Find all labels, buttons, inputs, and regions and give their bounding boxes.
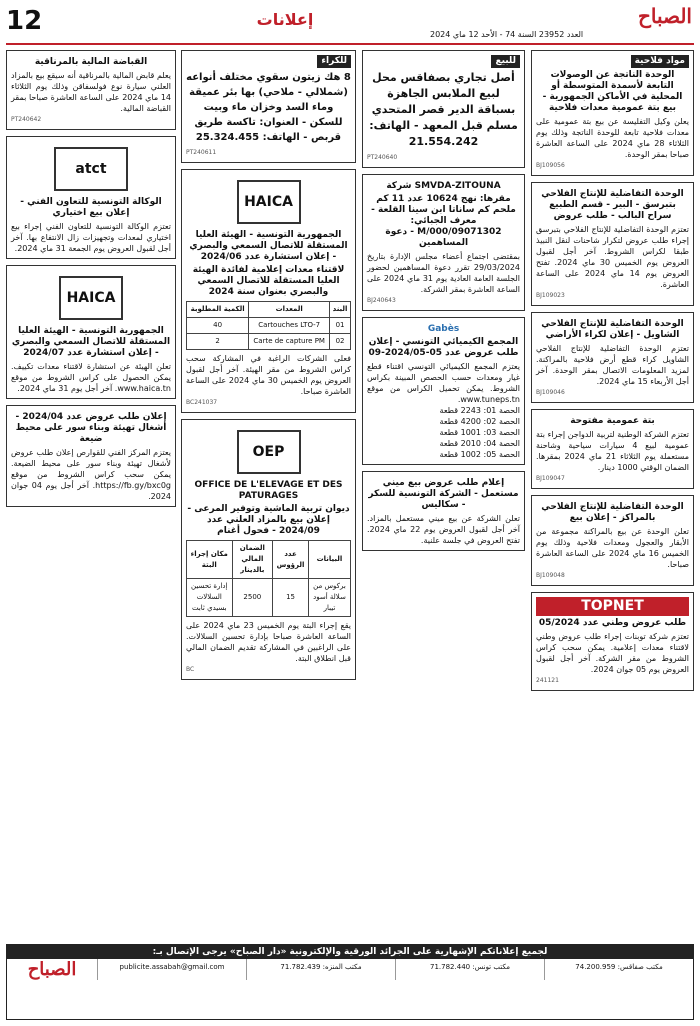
table-row: 02 Carte de capture PM 2 — [187, 334, 351, 350]
category-tag: للكراء — [317, 55, 351, 68]
company-logo: Gabès — [427, 324, 460, 334]
page-footer — [6, 944, 694, 1020]
ad-body: تعلن الشركة عن بيع ميني مستعمل بالمزاد. آخر أجل لقبول العروض يوم 22 ماي 2024. تفتح العروض في جلسة علنية. — [367, 514, 520, 545]
column-3 — [181, 50, 356, 940]
ad-body: يعتزم المركز الفني للقوارص إعلان طلب عروض لأشغال تهيئة وبناء سور على محيط الضيعة. يمكن سحب كراس الشروط من موقع https://fb.gy/bxc0g. آخر أجل يوم 04 جوان 2024. — [11, 448, 171, 501]
footer-office: مكتب تونس: 71.782.440 — [395, 959, 544, 980]
category-tag: مواد فلاحية — [631, 55, 689, 68]
ad-heading: بتة عمومية مفتوحة — [570, 416, 655, 426]
ad-heading: إعلام طلب عروض بيع ميني مستعمل - الشركة التونسية للسكر - سكاليس — [368, 478, 519, 510]
ad-ref: BJ109048 — [536, 572, 565, 579]
office-logo: OEP — [237, 430, 301, 474]
table-row: 01 Cartouches LTO-7 40 — [187, 318, 351, 334]
ad-body: تعتزم الوحدة التفاضلية للإنتاج الفلاحي بتبرسق إجراء طلب عروض لتكرار شاحنات لنقل النبيذ طبقا لكراس الشروط. آخر أجل لقبول العروض يوم الخميس 30 ماي 2024. تفتح العروض يوم 14 ماي 2024 على الساعة العاشرة. — [536, 225, 689, 289]
category-tag: للبيع — [491, 55, 520, 68]
atct-logo: atct — [54, 147, 128, 191]
ad-heading: الوحدة التفاضلية للإنتاج الفلاحي الشاويل - إعلان لكراء الأراضي — [541, 319, 684, 340]
ad-body: يعتزم المجمع الكيميائي التونسي اقتناء قطع غيار ومعدات حسب الحصص المبينة بكراس الشروط. يمكن تحميل الكراس من موقع www.tuneps.tn. — [367, 362, 520, 404]
ad-body: فعلى الشركات الراغبة في المشاركة سحب كراس الشروط من مقر الهيئة. آخر أجل لقبول العروض يوم الخميس 30 ماي 2024 على الساعة العاشرة صباحا. — [186, 354, 351, 396]
ad-heading: الوحدة التفاضلية للإنتاج الفلاحي بتبرسق - البير - قسم الطبيع سراح البالب - طلب عروض — [541, 189, 684, 221]
table-row: بركوس من سلالة أسود تيبار 15 2500 إدارة تحسين السلالات بسيدي ثابت — [187, 579, 351, 617]
ad-body: تعتزم الشركة الوطنية لتربية الدواجن إجراء بتة عمومية لبيع 4 سيارات سياحية وشاحنة مستعملة يوم الثلاثاء 21 ماي 2024 بمقرها. الضمان الوقتي 1000 دينار. — [536, 430, 689, 472]
ad-ref: 241121 — [536, 677, 559, 684]
lot-item: الحصة 03: 1001 قطعة — [439, 428, 520, 437]
ad-body: يعلم قابض المالية بالمرناقية أنه سيقع بيع بالمزاد العلني سيارة نوع فولسفاقن وذلك يوم الثلاثاء 14 ماي 2024 على الساعة العاشرة صباحا بمقر القباضة المالية. — [11, 71, 171, 113]
lot-item: الحصة 04: 2010 قطعة — [439, 439, 520, 448]
ad-ref: BJ109023 — [536, 292, 565, 299]
section-title: إعلانات — [256, 10, 314, 29]
footer-logo: الصباح — [27, 959, 77, 980]
company-name: SMVDA-ZITOUNA شركة — [386, 181, 501, 191]
footer-banner: لجميع إعلاناتكم الإشهارية على الجرائد الورقية والإلكترونية «دار الصباح» يرجى الإتصال بـ: — [7, 945, 693, 959]
ad-heading: ديوان تربية الماشية وتوفير المرعى - إعلان بيع بالمزاد العلني عدد 2024/09 - فحول أغنام — [187, 504, 350, 536]
ad-body: بمقتضى اجتماع أعضاء مجلس الإدارة بتاريخ 29/03/2024 تقرر دعوة المساهمين لحضور الجلسة العامة العادية يوم 31 ماي 2024 على الساعة العاشرة بمقر الشركة. — [367, 252, 520, 294]
topnet-logo: TOPNET — [536, 597, 689, 616]
lot-item: الحصة 05: 1002 قطعة — [439, 450, 520, 459]
ad-subheading: لاقتناء معدات إعلامية لفائدة الهيئة العليا المستقلة للاتصال السمعي والبصري بعنوان سنة 2024 — [192, 265, 345, 297]
ad-ref: BC241037 — [186, 399, 218, 406]
ad-ref: BJ109056 — [536, 162, 565, 169]
footer-office: مكتب المنزه: 71.782.439 — [246, 959, 395, 980]
ad-ref: PT240640 — [367, 154, 398, 161]
ad-body: تعتزم الوكالة التونسية للتعاون الفني إجراء بيع اختياري لمعدات وتجهيزات زال الانتفاع بها. آخر أجل لقبول العروض يوم الجمعة 31 ماي 2024. — [11, 222, 171, 253]
ad-body: يقع إجراء البتة يوم الخميس 23 ماي 2024 على الساعة العاشرة صباحا بإدارة تحسين السلالات. على الراغبين في المشاركة تقديم الضمان المالي قبل انطلاق البتة. — [186, 621, 351, 663]
ad-heading: إعلان طلب عروض عدد 2024/04 - أشغال تهيئة وبناء سور على محيط ضيعة — [15, 412, 167, 444]
ad-ref: PT240642 — [11, 116, 42, 123]
ad-heading: القباضة المالية بالمرناقية — [34, 57, 148, 67]
ad-heading: الوحدة التفاضلية للإنتاج الفلاحي بالمراكز - إعلان بيع — [541, 502, 684, 523]
ad-heading: الجمهورية التونسية - الهيئة العليا المستقلة للاتصال السمعي والبصري - إعلان استشارة عدد 2024/06 — [189, 230, 348, 262]
ad-ref: BJ240643 — [367, 297, 396, 304]
ad-heading: المجمع الكيميائي التونسي - إعلان طلب عروض عدد 05-2024/05-09 — [368, 337, 519, 358]
column-1 — [531, 50, 694, 940]
footer-office: مكتب صفاقس: 74.200.959 — [544, 959, 693, 980]
haica-logo: HAICA — [237, 180, 301, 224]
office-name: OFFICE DE L'ELEVAGE ET DES PATURAGES — [194, 480, 343, 501]
header-rule — [6, 43, 694, 45]
ad-body: تعلن الوحدة عن بيع بالمراكنة مجموعة من الأبقار والعجول ومعدات فلاحية وذلك يوم الخميس 16 ماي 2024 على الساعة العاشرة صباحا. — [536, 527, 689, 569]
ad-ref: BJ109047 — [536, 475, 565, 482]
footer-email: publicite.assabah@gmail.com — [97, 959, 246, 980]
ad-body: 8 هك زيتون سقوي مختلف أنواعه (شملالي - ملاحي) بها بئر عميقة وماء السد وخزان ماء وبيت للسكن - العنوان: تاكسة طريق قربص - الهاتف: 25.324.455 — [186, 72, 351, 143]
ad-ref: BC — [186, 666, 195, 673]
ad-heading: الجمهورية التونسية - الهيئة العليا المستقلة للاتصال السمعي والبصري - إعلان استشارة عدد 2024/07 — [11, 326, 171, 358]
lot-item: الحصة 02: 4200 قطعة — [439, 417, 520, 426]
page-header — [0, 0, 700, 46]
ad-body: تعتزم الوحدة التفاضلية للإنتاج الفلاحي الشاويل كراء قطع أرض فلاحية بالمراكنة. لمزيد المعلومات الاتصال بمقر الوحدة. آخر أجل الأربعاء 15 ماي 2024. — [536, 344, 689, 386]
newspaper-logo: الصباح — [637, 4, 692, 28]
ad-body: أصل تجاري بصفاقس محل لبيع الملابس الجاهزة بسباقة الدير قصر المتحدي مسلم قبل المعهد - الهاتف: 21.554.242 — [369, 71, 518, 148]
lot-item: الحصة 01: 2243 قطعة — [439, 406, 520, 415]
ad-heading: مقرها: نهج 10624 عدد 11 كم ملحم كم ساناتا ابن سينا القلعة - معرف الجبائي: 09071302/M/000 - دعوة المساهمين — [371, 194, 516, 248]
ad-ref: PT240611 — [186, 149, 217, 156]
ad-heading: طلب عروض وطني عدد 05/2024 — [538, 618, 687, 628]
ad-body: تعلن الهيئة عن استشارة لاقتناء معدات تكييف. يمكن الحصول على كراس الشروط من موقع www.haica.tn. آخر أجل يوم 31 ماي 2024. — [11, 362, 171, 393]
issue-info: العدد 23952 السنة 74 - الأحد 12 ماي 2024 — [430, 30, 584, 39]
column-2 — [362, 50, 525, 940]
ad-heading: الوحدة الناتجة عن الوصولات التابعة لأسمدة المتوسطة أو المحلية في الأماكن الجمهورية - بيع بتة عمومية معدات فلاحية — [542, 70, 683, 113]
auction-table: البيانات عدد الرؤوس الضمان المالي بالدينار مكان إجراء البتة بركوس من سلالة أسود تيبار 15 2500 إدارة تحسين السلالات بسيدي ثابت — [186, 540, 351, 617]
haica-logo: HAICA — [59, 276, 123, 320]
page-number: 12 — [6, 6, 43, 36]
column-4 — [6, 50, 176, 940]
ad-body: تعتزم شركة توبنات إجراء طلب عروض وطني لاقتناء معدات إعلامية. يمكن سحب كراس الشروط من مقر الشركة. آخر أجل لقبول العروض يوم 05 جوان 2024. — [536, 632, 689, 674]
ad-heading: الوكالة التونسية للتعاون الفني - إعلان بيع اختياري — [20, 197, 162, 218]
ad-ref: BJ109046 — [536, 389, 565, 396]
items-table: البند المعدات الكمية المطلوبة 01 Cartouches LTO-7 40 02 Carte de capture PM 2 — [186, 301, 351, 350]
ad-body: يعلن وكيل التفليسة عن بيع بتة عمومية على معدات فلاحية تابعة للوحدة الناتجة وذلك يوم الثلاثاء 28 ماي 2024 على الساعة العاشرة صباحا بمقر الوحدة. — [536, 117, 689, 159]
